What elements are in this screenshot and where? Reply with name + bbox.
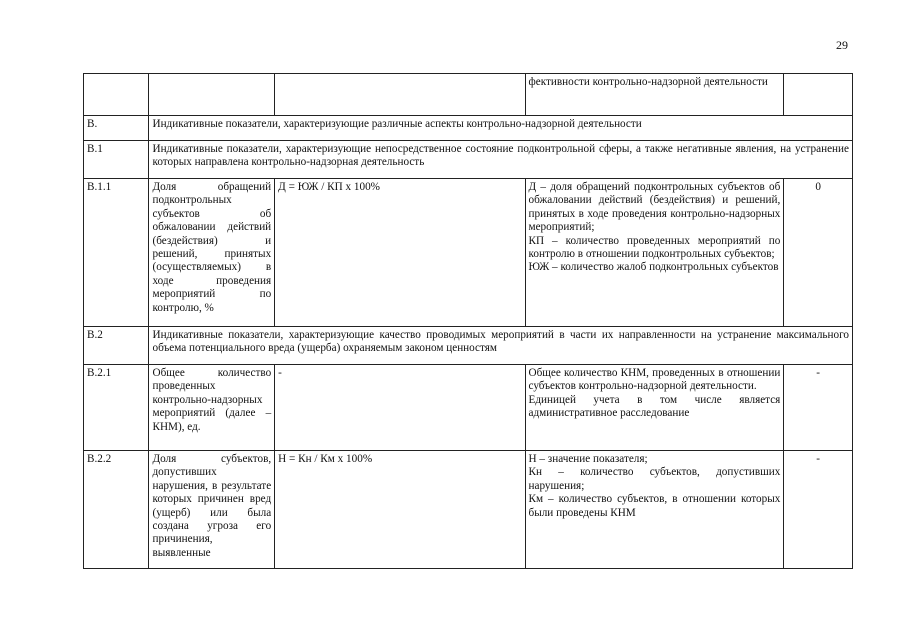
cell-value: - (784, 451, 853, 569)
cell-formula: Д = ЮЖ / КП х 100% (275, 179, 525, 327)
cell-name: Доля обращений подконтрольных субъектов об обжаловании действий (бездействия) и решений, принятых (осуществляемых) в ходе проведения мероприятий по контролю, % (149, 179, 275, 327)
table-row-b22 (84, 451, 853, 569)
cell-description: Д – доля обращений подконтрольных субъектов об обжаловании действий (бездействия) и решений, принятых в ходе проведения контрольно-надзорных мероприятий; КП – количество проведенных мероприятий по контролю в отношении подконтрольных субъектов; ЮЖ – количество жалоб подконтрольных субъектов (525, 179, 784, 327)
cell-code: В.1.1 (84, 179, 149, 327)
indicators-table (83, 73, 853, 569)
table-row-continuation (84, 74, 853, 116)
cell-description: Н – значение показателя; Кн – количество субъектов, допустивших нарушения; Км – количество субъектов, в отношении которых были проведены КНМ (525, 451, 784, 569)
cell-description: фективности контрольно-надзорной деятельности (525, 74, 784, 116)
cell-value: - (784, 365, 853, 451)
cell-description: Общее количество КНМ, проведенных в отношении субъектов контрольно-надзорной деятельности. Единицей учета в том числе является административное расследование (525, 365, 784, 451)
cell-section-title: Индикативные показатели, характеризующие различные аспекты контрольно-надзорной деятельности (149, 116, 853, 141)
cell-name: Доля субъектов, допустивших нарушения, в результате которых причинен вред (ущерб) или была создана угроза его причинения, выявленные (149, 451, 275, 569)
cell-code: В.2.1 (84, 365, 149, 451)
table-row-section-b1 (84, 141, 853, 179)
table-row-b21 (84, 365, 853, 451)
cell-value: 0 (784, 179, 853, 327)
cell-code (84, 74, 149, 116)
table-row-section-b2 (84, 327, 853, 365)
cell-name: Общее количество проведенных контрольно-надзорных мероприятий (далее – КНМ), ед. (149, 365, 275, 451)
cell-formula: Н = Кн / Км х 100% (275, 451, 525, 569)
cell-section-title: Индикативные показатели, характеризующие качество проводимых мероприятий в части их направленности на устранение максимального объема потенциального вреда (ущерба) охраняемым законом ценностям (149, 327, 853, 365)
cell-code: В.2.2 (84, 451, 149, 569)
cell-formula: - (275, 365, 525, 451)
cell-code: В.1 (84, 141, 149, 179)
cell-section-title: Индикативные показатели, характеризующие непосредственное состояние подконтрольной сферы, а также негативные явления, на устранение которых направлена контрольно-надзорная деятельность (149, 141, 853, 179)
table-row-b11 (84, 179, 853, 327)
cell-formula (275, 74, 525, 116)
cell-code: В.2 (84, 327, 149, 365)
page-number: 29 (836, 38, 848, 52)
cell-code: В. (84, 116, 149, 141)
cell-value (784, 74, 853, 116)
table-row-section-b (84, 116, 853, 141)
cell-name (149, 74, 275, 116)
